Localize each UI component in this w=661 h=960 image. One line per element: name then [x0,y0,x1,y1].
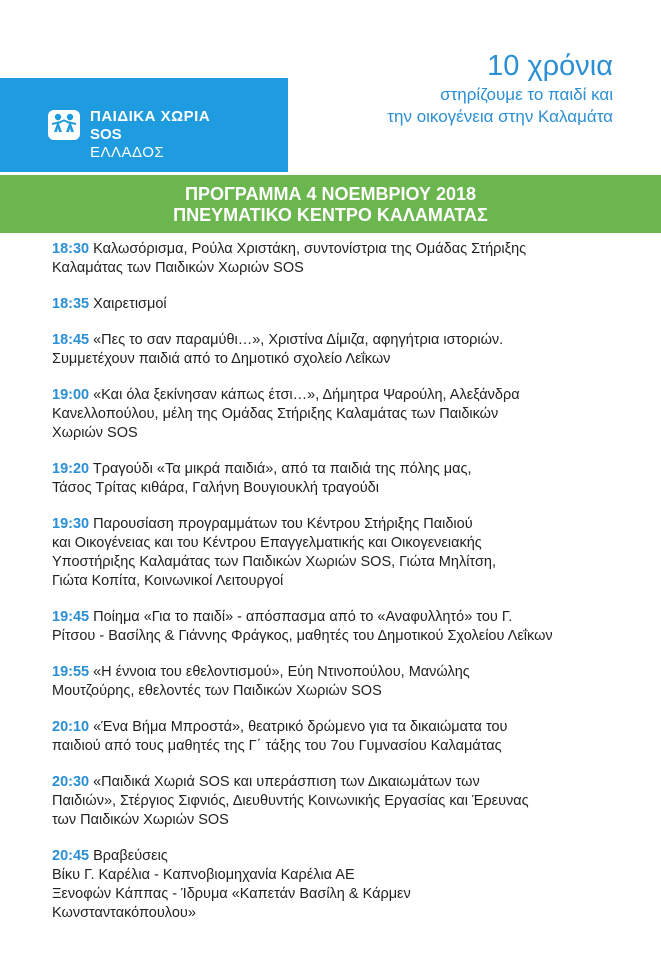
program-item [52,515,632,591]
program-text-line: Κωνσταντακόπουλου» [52,905,196,921]
program-text-line: Καλαμάτας των Παιδικών Χωριών SOS [52,260,304,276]
program-item [52,847,632,923]
program-item-first-line [52,331,632,350]
program-item [52,240,632,278]
program-text-line: παιδιού από τους μαθητές της Γ΄ τάξης του 7ου Γυμνασίου Καλαμάτας [52,738,502,754]
program-text: Χαιρετισμοί [89,296,167,312]
program-time: 18:35 [52,296,90,312]
program-text-line: και Οικογένειας και του Κέντρου Επαγγελματικής και Οικογενειακής [52,535,482,551]
program-item-first-line [52,718,632,737]
program-text-line: Κανελλοπούλου, μέλη της Ομάδας Στήριξης Καλαμάτας των Παιδικών [52,406,499,422]
program-item [52,331,632,369]
program-text: Ποίημα «Για το παιδί» - απόσπασμα από το «Αναφυλλητό» του Γ. [89,609,513,625]
tagline [387,48,613,128]
program-text-line: Μουτζούρης, εθελοντές των Παιδικών Χωριών SOS [52,683,382,699]
program-text-line: Ρίτσου - Βασίλης & Γιάννης Φράγκος, μαθητές του Δημοτικού Σχολείου Λεΐκων [52,628,553,644]
program-item-first-line [52,295,632,314]
program-text: «Η έννοια του εθελοντισμού», Εύη Ντινοπούλου, Μανώλης [89,664,470,680]
program-item-first-line [52,386,632,405]
logo-line-2: SOS [90,126,122,143]
logo-line-3: ΕΛΛΑΔΟΣ [90,144,165,161]
program-text-line: Γιώτα Κοπίτα, Κοινωνικοί Λειτουργοί [52,573,284,589]
program-item [52,608,632,646]
program-list [52,240,632,940]
program-text-line: Παιδιών», Στέργιος Σιφνιός, Διευθυντής Κοινωνικής Εργασίας και Έρευνας [52,793,529,809]
program-text-line: Ξενοφών Κάππας - Ίδρυμα «Καπετάν Βασίλη & Κάρμεν [52,886,411,902]
program-text: Τραγούδι «Τα μικρά παιδιά», από τα παιδιά της πόλης μας, [89,461,472,477]
program-item-first-line [52,515,632,534]
program-text: «Πες το σαν παραμύθι…», Χριστίνα Δίμιζα, αφηγήτρια ιστοριών. [89,332,504,348]
program-text: «Παιδικά Χωριά SOS και υπεράσπιση των Δικαιωμάτων των [89,774,480,790]
program-item-first-line [52,663,632,682]
program-time: 20:10 [52,719,90,735]
program-item-first-line [52,240,632,259]
logo-line-1: ΠΑΙΔΙΚΑ ΧΩΡΙΑ [90,108,211,125]
program-time: 19:30 [52,516,90,532]
program-item-first-line [52,773,632,792]
program-banner [0,175,661,233]
program-item-first-line [52,608,632,627]
logo-text [90,108,210,162]
tagline-title: 10 χρόνια [487,50,613,82]
banner-line-1: ΠΡΟΓΡΑΜΜΑ 4 ΝΟΕΜΒΡΙΟΥ 2018 [184,184,477,204]
program-item [52,295,632,314]
program-time: 20:30 [52,774,90,790]
program-text: Καλωσόρισμα, Ρούλα Χριστάκη, συντονίστρια της Ομάδας Στήριξης [89,241,527,257]
program-time: 19:55 [52,664,90,680]
program-text-line: Χωριών SOS [52,425,138,441]
program-time: 19:00 [52,387,90,403]
program-text: «Και όλα ξεκίνησαν κάπως έτσι…», Δήμητρα Ψαρούλη, Αλεξάνδρα [89,387,520,403]
program-item [52,718,632,756]
tagline-line-1: στηρίζουμε το παιδί και [440,85,613,104]
program-text: «Ένα Βήμα Μπροστά», θεατρικό δρώμενο για τα δικαιώματα του [89,719,508,735]
tagline-line-2: την οικογένεια στην Καλαμάτα [387,107,613,126]
banner-line-2: ΠΝΕΥΜΑΤΙΚΟ ΚΕΝΤΡΟ ΚΑΛΑΜΑΤΑΣ [173,205,488,225]
program-time: 18:45 [52,332,90,348]
program-item-first-line [52,460,632,479]
program-item [52,663,632,701]
program-text-line: Συμμετέχουν παιδιά από το Δημοτικό σχολείο Λεΐκων [52,351,391,367]
program-text-line: Τάσος Τρίτας κιθάρα, Γαλήνη Βουγιουκλή τραγούδι [52,480,379,496]
program-text-line: Υποστήριξης Καλαμάτας των Παιδικών Χωριών SOS, Γιώτα Μηλίτση, [52,554,496,570]
program-text-line: των Παιδικών Χωριών SOS [52,812,229,828]
program-time: 20:45 [52,848,90,864]
program-item [52,460,632,498]
program-time: 18:30 [52,241,90,257]
program-text: Βραβεύσεις [89,848,168,864]
program-text: Παρουσίαση προγραμμάτων του Κέντρου Στήριξης Παιδιού [89,516,473,532]
sos-children-icon [48,110,80,140]
program-time: 19:20 [52,461,90,477]
program-item [52,386,632,443]
program-text-line: Βίκυ Γ. Καρέλια - Καπνοβιομηχανία Καρέλια ΑΕ [52,867,355,883]
program-time: 19:45 [52,609,90,625]
program-item [52,773,632,830]
program-item-first-line [52,847,632,866]
